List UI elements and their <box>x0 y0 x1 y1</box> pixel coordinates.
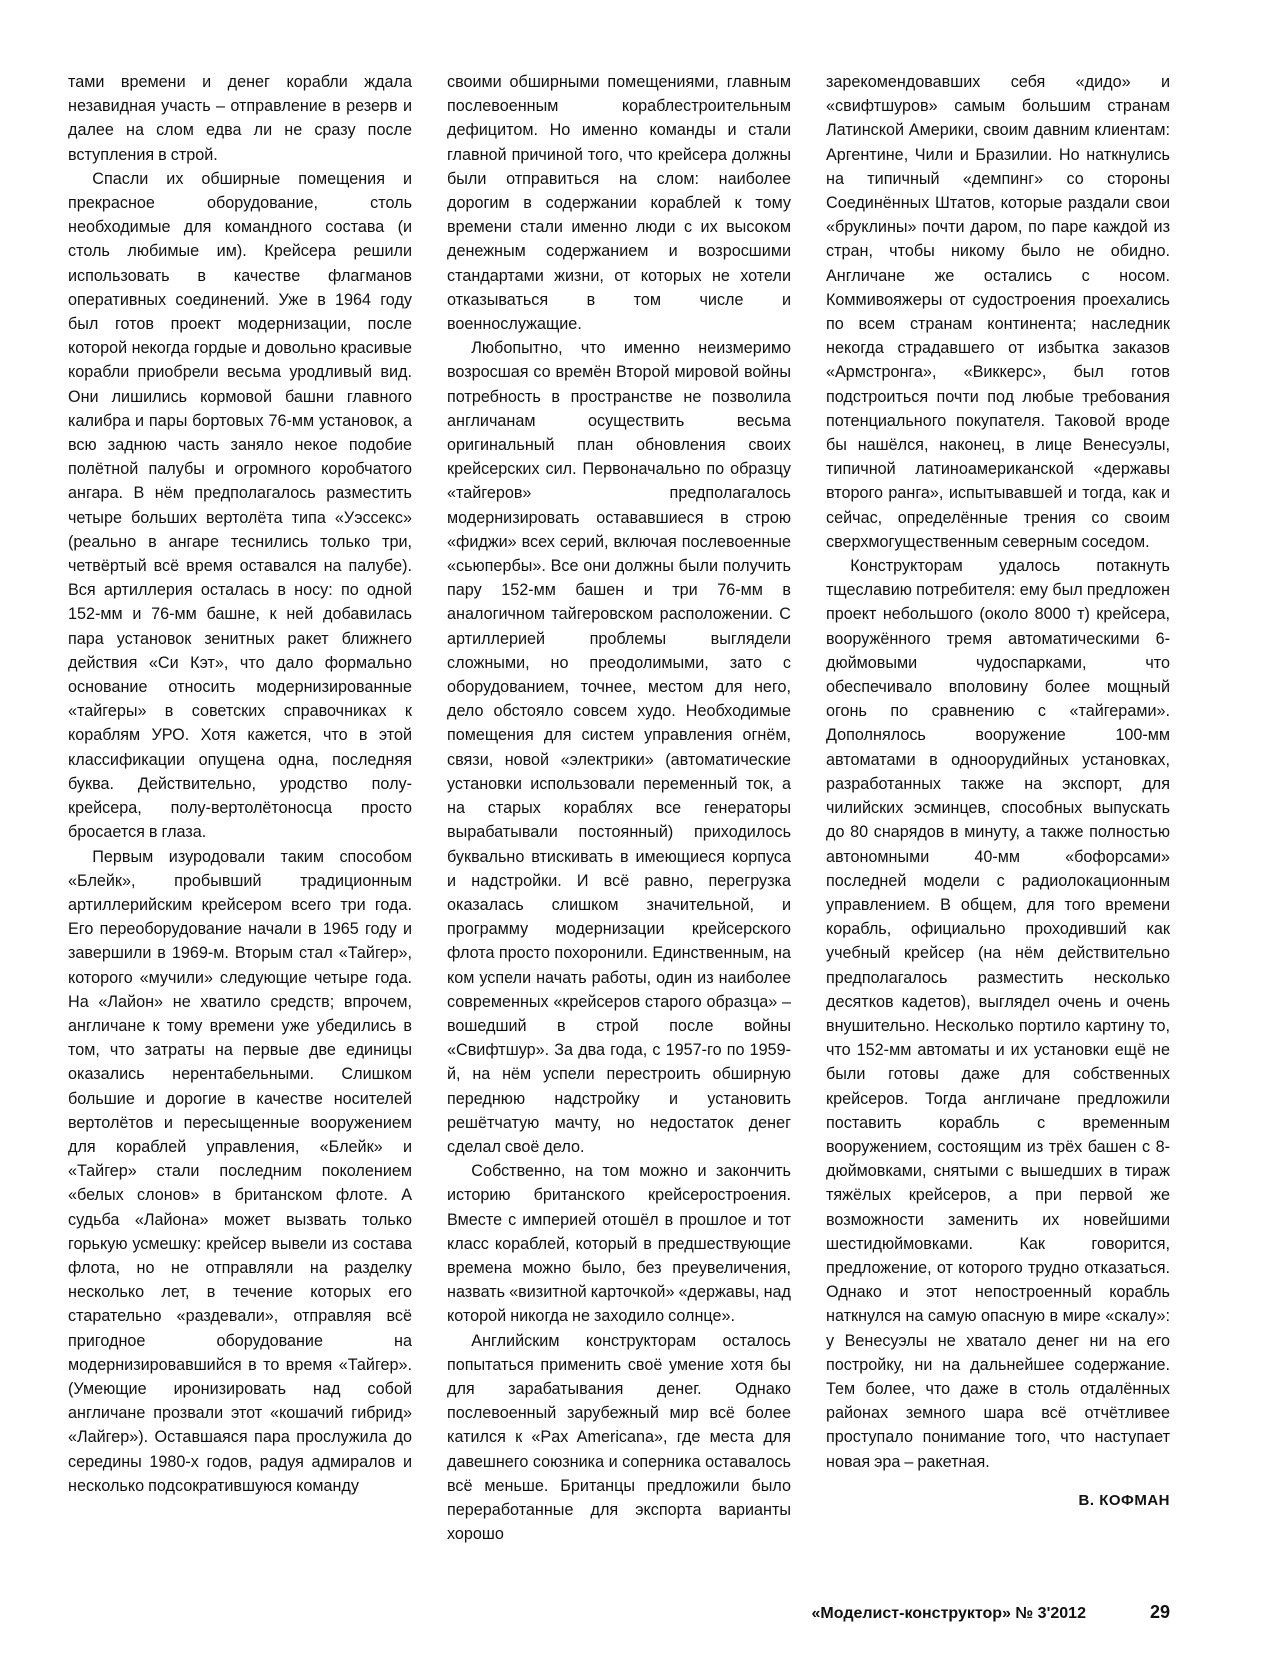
column-2 <box>447 70 791 1560</box>
column-1 <box>68 70 412 1560</box>
page-number: 29 <box>1149 1602 1170 1622</box>
paragraph: своими обширными помещениями, главным послевоенным кораблестроительным дефицитом. Но именно команды и стали главной причиной того, что крейсера должны были отправиться на слом: наиболее дорогим в содержании кораблей к тому времени стали именно люди с их высоком денежным содержанием и возросшими стандартами жизни, от которых не хотели отказываться в том числе и военнослужащие. <box>447 73 791 334</box>
author-signature: В. КОФМАН <box>1078 1491 1170 1509</box>
magazine-issue: «Моделист-конструктор» № 3'2012 <box>811 1605 1086 1622</box>
article-body <box>68 70 1170 1560</box>
paragraph: Собственно, на том можно и закончить историю британского крейсеростроения. Вместе с империей отошёл в прошлое и тот класс кораблей, который в предшествующие времена можно было, без преувеличения, назвать «визитной карточкой» «державы, над которой никогда не заходило солнце». <box>447 1162 791 1326</box>
column-3 <box>826 70 1170 1560</box>
paragraph: зарекомендовавших себя «дидо» и «свифтшуров» самым большим странам Латинской Америки, своим давним клиентам: Аргентине, Чили и Бразилии. Но наткнулись на типичный «демпинг» со стороны Соединённых Штатов, которые раздали свои «бруклины» почти даром, по паре каждой из стран, чтобы никому было не обидно. Англичане же остались с носом. Коммивояжеры от судостроения проехались по всем странам континента; наследник некогда страдавшего от избытка заказов «Армстронга», «Виккерс», был готов подстроиться почти под любые требования потенциального покупателя. Таковой вроде бы нашёлся, наконец, в лице Венесуэлы, типичной латиноамериканской «державы второго ранга», испытывавшей и тогда, как и сейчас, определённые трения со своим сверхмогущественным северным соседом. <box>826 73 1170 551</box>
paragraph: Английским конструкторам осталось попытаться применить своё умение хотя бы для зарабатывания денег. Однако послевоенный зарубежный мир всё более катился к «Pax Americana», где места для давешнего союзника и соперника оставалось всё меньше. Британцы предложили было переработанные для экспорта варианты хорошо <box>447 1331 791 1544</box>
page-footer <box>812 1602 1170 1623</box>
paragraph: Конструкторам удалось потакнуть тщеславию потребителя: ему был предложен проект небольшого (около 8000 т) крейсера, вооружённого тремя автоматическими 6-дюймовыми чудоспарками, что обеспечивало вполовину более мощный огонь по сравнению с «тайгерами». Дополнялось вооружение 100-мм автоматами в одноорудийных установках, разработанных также на экспорт, для чилийских эсминцев, способных выпускать до 80 снарядов в минуту, а также полностью автономными 40-мм «бофорсами» последней модели с радиолокационным управлением. В общем, для того времени корабль, официально проходивший как учебный крейсер (на нём действительно предполагалось разместить несколько десятков кадетов), выглядел очень и очень внушительно. Несколько портило картину то, что 152-мм автоматы и их установки ещё не были готовы даже для собственных крейсеров. Тогда англичане предложили поставить корабль с временным вооружением, состоящим из трёх башен с 8-дюймовками, снятыми с вышедших в тираж тяжёлых крейсеров, а при первой же возможности заменить их новейшими шестидюймовками. Как говорится, предложение, от которого трудно отказаться. Однако и этот непостроенный корабль наткнулся на самую опасную в мире «скалу»: у Венесуэлы не хватало денег ни на его постройку, ни на дальнейшее содержание. Тем более, что даже в столь отдалённых районах земного шара всё отчётливее проступало понимание того, что наступает новая эра – ракетная. <box>826 557 1170 1471</box>
paragraph: Спасли их обширные помещения и прекрасное оборудование, столь необходимые для командного состава (и столь любимые им). Крейсера решили использовать в качестве флагманов оперативных соединений. Уже в 1964 году был готов проект модернизации, после которой некогда гордые и довольно красивые корабли приобрели весьма уродливый вид. Они лишились кормовой башни главного калибра и пары бортовых 76-мм установок, а всю заднюю часть заняло некое подобие полётной палубы и огромного коробчатого ангара. В нём предполагалось разместить четыре больших вертолёта типа «Уэссекс» (реально в ангаре теснились только три, четвёртый всё время оставался на палубе). Вся артиллерия осталась в носу: по одной 152-мм и 76-мм башне, к ней добавилась пара установок зенитных ракет ближнего действия «Си Кэт», что дало формально основание относить модернизированные «тайгеры» в советских справочниках к кораблям УРО. Хотя кажется, что в этой классификации опущена одна, последняя буква. Действительно, уродство полу-крейсера, полу-вертолётоносца просто бросается в глаза. <box>68 169 412 842</box>
paragraph: Любопытно, что именно неизмеримо возросшая со времён Второй мировой войны потребность в пространстве не позволила англичанам осуществить весьма оригинальный план обновления своих крейсерских сил. Первоначально по образцу «тайгеров» предполагалось модернизировать остававшиеся в строю «фиджи» всех серий, включая послевоенные «сьюпербы». Все они должны были получить пару 152-мм башен и три 76-мм в аналогичном тайгеровском расположении. С артиллерией проблемы выглядели сложными, но преодолимыми, зато с оборудованием, точнее, местом для него, дело обстояло совсем худо. Необходимые помещения для систем управления огнём, связи, новой «электрики» (автоматические установки использовали переменный ток, а на старых кораблях все генераторы вырабатывали постоянный) приходилось буквально втискивать в имеющиеся корпуса и надстройки. И всё равно, перегрузка оказалась слишком значительной, и программу модернизации крейсерского флота просто похоронили. Единственным, на ком успели начать работы, один из наиболее современных «крейсеров старого образца» – вошедший в строй после войны «Свифтшур». За два года, с 1957-го по 1959-й, на нём успели перестроить обширную переднюю надстройку и установить решётчатую мачту, но недостаток денег сделал своё дело. <box>447 339 791 1156</box>
paragraph: тами времени и денег корабли ждала незавидная участь – отправление в резерв и далее на слом едва ли не сразу после вступления в строй. <box>68 73 412 164</box>
paragraph: Первым изуродовали таким способом «Блейк», пробывший традиционным артиллерийским крейсером всего три года. Его переоборудование начали в 1965 году и завершили в 1969-м. Вторым стал «Тайгер», которого «мучили» следующие четыре года. На «Лайон» не хватило средств; впрочем, англичане к тому времени уже убедились в том, что затраты на первые две единицы оказались нерентабельными. Слишком большие и дорогие в качестве носителей вертолётов и пересыщенные вооружением для кораблей управления, «Блейк» и «Тайгер» стали последним поколением «белых слонов» в британском флоте. А судьба «Лайона» может вызвать только горькую усмешку: крейсер вывели из состава флота, но не отправляли на разделку несколько лет, в течение которых его старательно «раздевали», отправляя всё пригодное оборудование на модернизировавшийся в то время «Тайгер». (Умеющие иронизировать над собой англичане прозвали этот «кошачий гибрид» «Лайгер»). Оставшаяся пара прослужила до середины 1980-х годов, радуя адмиралов и несколько подсократившуюся команду <box>68 847 412 1495</box>
